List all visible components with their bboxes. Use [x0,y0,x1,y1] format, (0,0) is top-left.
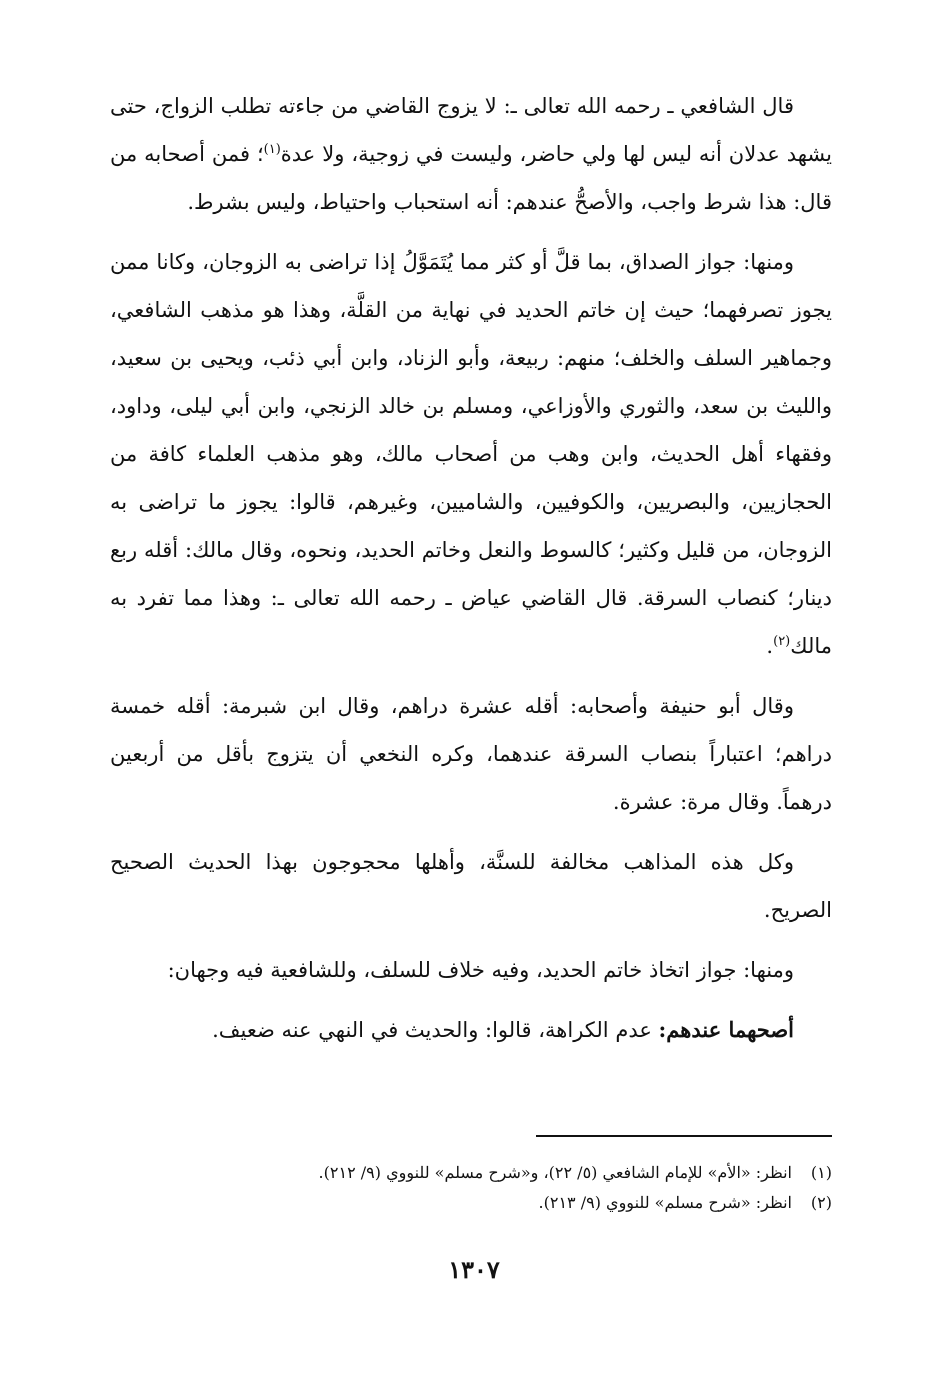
paragraph-2-text: ومنها: جواز الصداق، بما قلَّ أو كثر مما يُتَمَوَّلُ إذا تراضى به الزوجان، وكانا ممن يجوز تصرفهما؛ حيث إن خاتم الحديد في نهاية من القلَّة، وهذا هو مذهب الشافعي، وجماهير السلف والخلف؛ منهم: ربيعة، وأبو الزناد، وابن أبي ذئب، ويحيى بن سعيد، والليث بن سعد، والثوري والأوزاعي، ومسلم بن خالد الزنجي، وابن أبي ليلى، وداود، وفقهاء أهل الحديث، وابن وهب من أصحاب مالك، وهو مذهب العلماء كافة من الحجازيين، والبصريين، والكوفيين، والشاميين، وغيرهم، قالوا: يجوز ما تراضى به الزوجان، من قليل وكثير؛ كالسوط والنعل وخاتم الحديد، ونحوه، وقال مالك: أقله ربع دينار؛ كنصاب السرقة. قال القاضي عياض ـ رحمه الله تعالى ـ: وهذا مما تفرد به مالك [110,250,832,658]
footnote-1-number: (١) [810,1163,832,1182]
paragraph-1-text: قال الشافعي ـ رحمه الله تعالى ـ: لا يزوج القاضي من جاءته تطلب الزواج، حتى يشهد عدلان أنه ليس لها ولي حاضر، وليست في زوجية، ولا عدة [110,94,832,166]
page-body [110,82,832,1066]
paragraph-3 [110,682,832,826]
paragraph-5-text: ومنها: جواز اتخاذ خاتم الحديد، وفيه خلاف للسلف، وللشافعية فيه وجهان: [167,958,794,982]
footnote-2 [192,1188,832,1218]
paragraph-1-tail: ؛ فمن أصحابه من قال: هذا شرط واجب، والأصحُّ عندهم: أنه استحباب واحتياط، وليس بشرط. [110,142,832,214]
paragraph-6-text: عدم الكراهة، قالوا: والحديث في النهي عنه ضعيف. [212,1018,659,1042]
paragraph-5 [110,946,832,994]
footnote-2-text: انظر: «شرح مسلم» للنووي (٩/ ٢١٣). [538,1193,792,1212]
paragraph-2-tail: . [766,634,774,658]
footnote-2-number: (٢) [810,1193,832,1212]
paragraph-2 [110,238,832,670]
footnote-1 [192,1158,832,1188]
paragraph-6 [110,1006,832,1054]
footnote-separator [536,1135,832,1137]
paragraph-1 [110,82,832,226]
page-number: ١٣٠٧ [448,1255,500,1284]
footnote-ref-2[interactable]: (٢) [773,634,791,649]
paragraph-3-text: وقال أبو حنيفة وأصحابه: أقله عشرة دراهم، وقال ابن شبرمة: أقله خمسة دراهم؛ اعتباراً بنصاب السرقة عندهما، وكره النخعي أن يتزوج بأقل من أربعين درهماً. وقال مرة: عشرة. [110,694,832,814]
paragraph-4-text: وكل هذه المذاهب مخالفة للسنَّة، وأهلها محجوجون بهذا الحديث الصحيح الصريح. [110,850,832,922]
paragraph-4 [110,838,832,934]
footnotes [192,1158,832,1218]
footnote-ref-1[interactable]: (١) [263,142,281,157]
paragraph-6-lead: أصحهما عندهم: [658,1017,794,1042]
footnote-1-text: انظر: «الأم» للإمام الشافعي (٥/ ٢٢)، و«شرح مسلم» للنووي (٩/ ٢١٢). [318,1163,792,1182]
